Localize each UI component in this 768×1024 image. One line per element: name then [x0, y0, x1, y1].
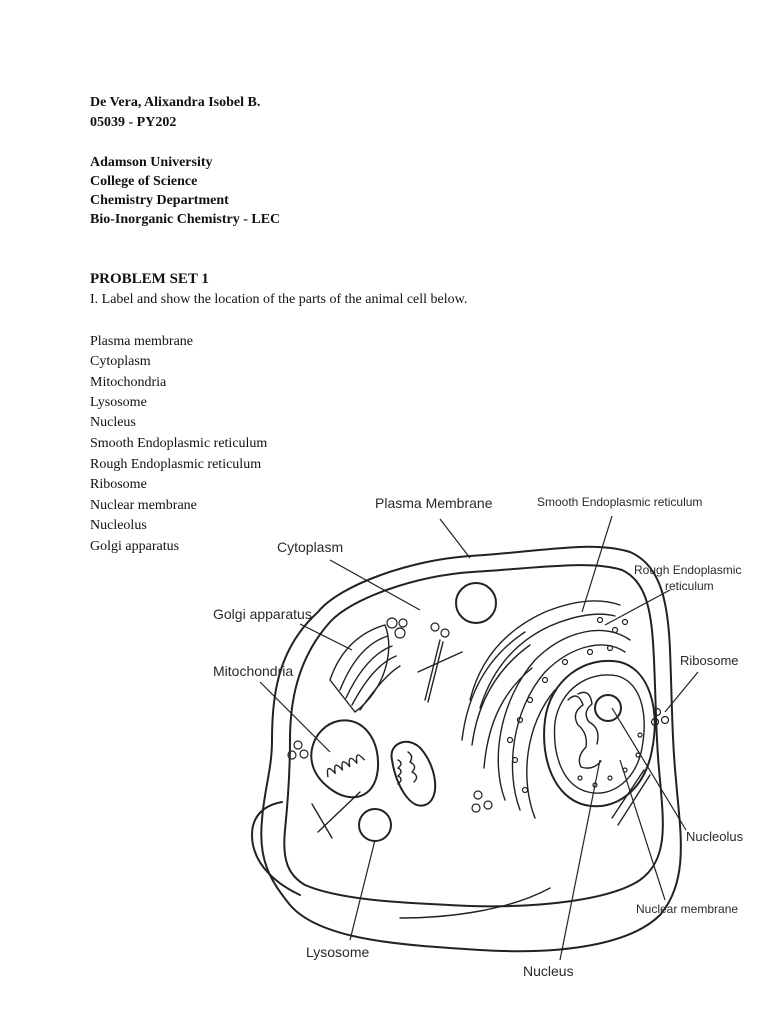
part-item: Mitochondria [90, 375, 167, 390]
vesicle [474, 791, 482, 799]
leader-rough-er [605, 590, 670, 625]
ribosome [662, 717, 669, 724]
centriole-lower [312, 770, 650, 838]
vesicle [300, 750, 308, 758]
golgi-apparatus [330, 618, 407, 712]
course-name: Bio-Inorganic Chemistry - LEC [90, 212, 281, 227]
part-item: Smooth Endoplasmic reticulum [90, 436, 268, 451]
vesicle [294, 741, 302, 749]
part-item: Lysosome [90, 395, 147, 410]
part-item: Rough Endoplasmic reticulum [90, 457, 262, 472]
lysosome-top [456, 583, 496, 623]
vesicle [431, 623, 439, 631]
part-item: Nucleolus [90, 518, 147, 533]
part-item: Cytoplasm [90, 354, 151, 369]
leader-ribosome [665, 672, 698, 712]
label-cytoplasm: Cytoplasm [277, 539, 344, 555]
student-name: De Vera, Alixandra Isobel B. [90, 95, 261, 110]
centriole [418, 640, 462, 702]
label-rough-er-line2: reticulum [665, 579, 714, 593]
mitochondrion-left [300, 710, 393, 809]
department-name: Chemistry Department [90, 193, 229, 208]
vesicle [441, 629, 449, 637]
label-golgi: Golgi apparatus [213, 606, 312, 622]
part-item: Nucleus [90, 415, 136, 430]
part-item: Ribosome [90, 477, 147, 492]
label-ribosome: Ribosome [680, 653, 739, 668]
leader-plasma-membrane [440, 519, 470, 558]
part-item: Nuclear membrane [90, 498, 197, 513]
mitochondrion-right [392, 742, 436, 806]
university-name: Adamson University [90, 155, 213, 170]
vesicle [484, 801, 492, 809]
leader-smooth-er [582, 516, 612, 612]
part-item: Plasma membrane [90, 334, 194, 349]
label-nuclear-membrane: Nuclear membrane [636, 902, 739, 916]
label-nucleolus: Nucleolus [686, 829, 744, 844]
label-lysosome: Lysosome [306, 944, 370, 960]
label-smooth-er: Smooth Endoplasmic reticulum [537, 495, 703, 509]
student-section: 05039 - PY202 [90, 115, 177, 130]
label-nucleus: Nucleus [523, 963, 574, 979]
label-mitochondria: Mitochondria [213, 663, 294, 679]
vesicle [472, 804, 480, 812]
nucleus [544, 661, 655, 806]
problem-set-title: PROBLEM SET 1 [90, 271, 209, 287]
lysosome [359, 809, 391, 841]
cell-lower-fold [252, 802, 300, 895]
smooth-endoplasmic-reticulum [462, 601, 620, 768]
problem-instruction: I. Label and show the location of the parts of the animal cell below. [90, 292, 468, 307]
leader-lysosome [350, 840, 375, 940]
part-item: Golgi apparatus [90, 539, 180, 554]
label-plasma-membrane: Plasma Membrane [375, 495, 493, 511]
leader-nucleus [560, 760, 600, 960]
label-rough-er-line1: Rough Endoplasmic [634, 563, 742, 577]
college-name: College of Science [90, 174, 198, 189]
